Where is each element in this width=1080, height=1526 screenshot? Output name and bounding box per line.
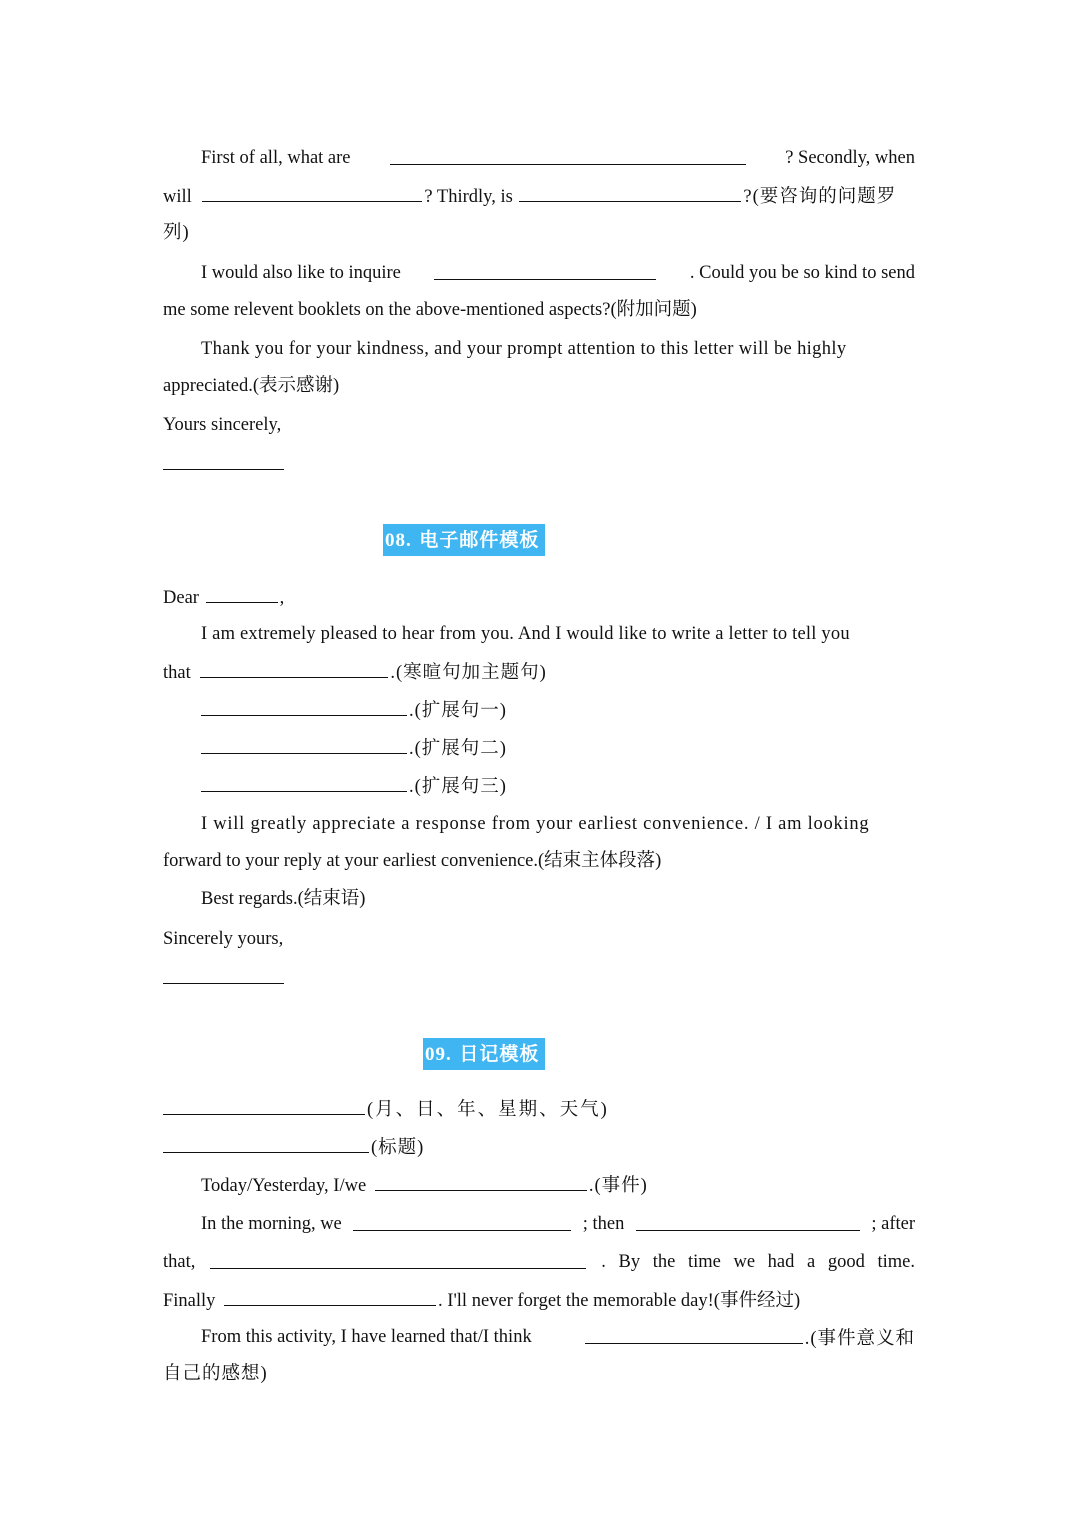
- text: .(事件): [588, 1176, 648, 1196]
- text: ?(要咨询的问题罗: [743, 187, 897, 207]
- text: . Could you be so kind to send: [689, 263, 915, 283]
- text: . I'll never forget the memorable day!(事件经过): [438, 1291, 801, 1311]
- inquiry-thanks-line-1: Thank you for your kindness, and your prompt attention to this letter will be highly: [201, 339, 847, 359]
- text: will: [163, 187, 192, 207]
- signature-blank[interactable]: [163, 983, 284, 984]
- section-08-badge: [383, 524, 545, 556]
- fill-blank[interactable]: [163, 1134, 369, 1153]
- fill-blank[interactable]: [585, 1325, 803, 1344]
- text: I would also like to inquire: [201, 263, 401, 283]
- inquiry-questions-line-3: 列): [163, 223, 190, 243]
- inquiry-closing: Yours sincerely,: [163, 415, 282, 435]
- email-extension-1: [201, 697, 915, 723]
- fill-blank[interactable]: [200, 659, 388, 678]
- fill-blank[interactable]: [390, 146, 746, 165]
- text: From this activity, I have learned that/I think: [201, 1327, 532, 1347]
- inquiry-questions-line-2: [163, 183, 915, 209]
- email-greeting: [163, 584, 915, 610]
- inquiry-extra-line-1: [201, 261, 915, 285]
- diary-that-line: [163, 1250, 915, 1274]
- text: .(扩展句二): [409, 739, 507, 759]
- section-title: 日记模板: [459, 1043, 540, 1065]
- inquiry-questions-line-1: [201, 146, 915, 170]
- text: (标题): [371, 1138, 425, 1158]
- text: ; then: [582, 1214, 625, 1234]
- section-09-badge: [423, 1038, 545, 1070]
- fill-blank[interactable]: [163, 1096, 365, 1115]
- text: that,: [163, 1252, 196, 1272]
- fill-blank[interactable]: [206, 584, 278, 603]
- diary-morning-line: [201, 1212, 915, 1236]
- fill-blank[interactable]: [353, 1212, 571, 1231]
- fill-blank[interactable]: [201, 735, 407, 754]
- text: ,: [279, 588, 285, 608]
- email-extension-3: [201, 773, 915, 799]
- fill-blank[interactable]: [210, 1250, 586, 1269]
- fill-blank[interactable]: [224, 1287, 436, 1306]
- signature-blank[interactable]: [163, 469, 284, 470]
- fill-blank[interactable]: [201, 773, 407, 792]
- email-intro-line-1: I am extremely pleased to hear from you. And I would like to write a letter to tell you: [201, 624, 850, 644]
- email-regards: Best regards.(结束语): [201, 889, 366, 909]
- text: In the morning, we: [201, 1214, 342, 1234]
- email-extension-2: [201, 735, 915, 761]
- text: (月、日、年、星期、天气): [367, 1100, 609, 1120]
- fill-blank[interactable]: [202, 183, 422, 202]
- text: .(事件意义和: [804, 1329, 915, 1349]
- text: Today/Yesterday, I/we: [201, 1176, 367, 1196]
- text: ? Thirdly, is: [424, 187, 513, 207]
- text: ; after: [871, 1214, 915, 1234]
- email-intro-line-2: [163, 659, 915, 685]
- diary-learned-line: [201, 1325, 915, 1351]
- text: .(扩展句三): [409, 777, 507, 797]
- email-closing: Sincerely yours,: [163, 929, 284, 949]
- diary-date-line: [163, 1096, 915, 1122]
- fill-blank[interactable]: [375, 1172, 587, 1191]
- fill-blank[interactable]: [434, 261, 656, 280]
- text: .(寒暄句加主题句): [390, 663, 547, 683]
- text: . By the time we had a good time.: [601, 1252, 915, 1272]
- inquiry-extra-line-2: me some relevent booklets on the above-mentioned aspects?(附加问题): [163, 300, 697, 320]
- text: Dear: [163, 588, 199, 608]
- section-number: 09.: [425, 1044, 452, 1065]
- email-closing-line-2: forward to your reply at your earliest convenience.(结束主体段落): [163, 851, 662, 871]
- text: that: [163, 663, 191, 683]
- text: First of all, what are: [201, 148, 351, 168]
- inquiry-thanks-line-2: appreciated.(表示感谢): [163, 376, 340, 396]
- diary-event-line: [201, 1172, 915, 1198]
- diary-finally-line: [163, 1287, 915, 1313]
- text: .(扩展句一): [409, 701, 507, 721]
- email-closing-line-1: I will greatly appreciate a response from your earliest convenience. / I am looking: [201, 814, 870, 834]
- section-title: 电子邮件模板: [419, 529, 540, 551]
- fill-blank[interactable]: [636, 1212, 860, 1231]
- fill-blank[interactable]: [201, 697, 407, 716]
- section-number: 08.: [385, 530, 412, 551]
- text: ? Secondly, when: [785, 148, 915, 168]
- diary-title-line: [163, 1134, 915, 1160]
- text: Finally: [163, 1291, 216, 1311]
- diary-learned-tail: 自己的感想): [163, 1364, 268, 1384]
- fill-blank[interactable]: [519, 183, 741, 202]
